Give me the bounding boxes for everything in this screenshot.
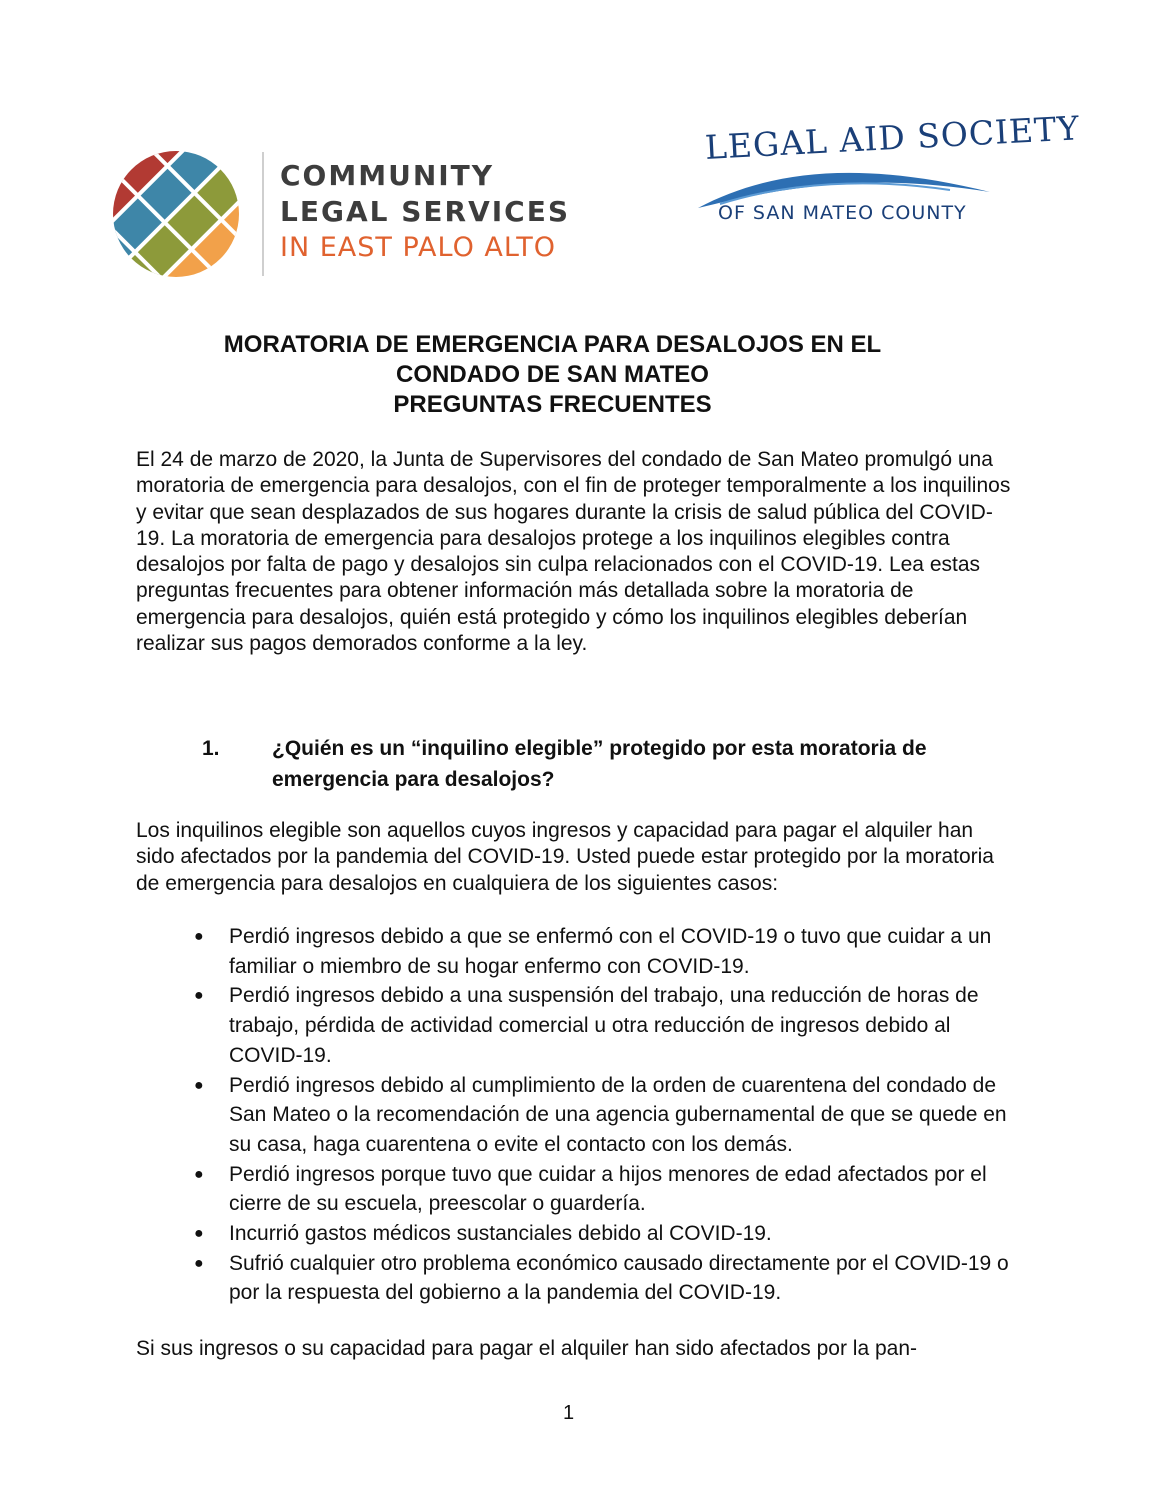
cls-logo-line1: COMMUNITY (280, 159, 495, 192)
list-item (192, 922, 1022, 981)
title-line-2: CONDADO DE SAN MATEO (396, 361, 709, 388)
cls-logo-line3: IN EAST PALO ALTO (280, 232, 556, 263)
list-item-text: Perdió ingresos debido al cumplimiento de la orden de cuarentena del condado de San Mateo o la recomendación de una agencia gubernamental de que se quede en su casa, haga cuarentena o evite el contacto con los demás. (229, 1073, 1007, 1156)
title-line-3: PREGUNTAS FRECUENTES (393, 391, 712, 418)
list-item (192, 1219, 1022, 1249)
list-item-text: Incurrió gastos médicos sustanciales debido al COVID-19. (229, 1222, 772, 1246)
cls-logo (110, 148, 580, 280)
list-item (192, 1071, 1022, 1160)
bullet-icon: ● (194, 987, 204, 1005)
list-item (192, 1249, 1022, 1308)
eligibility-list (192, 922, 1022, 1308)
cls-logo-line2: LEGAL SERVICES (280, 195, 570, 228)
list-item (192, 981, 1022, 1070)
bullet-icon: ● (194, 1254, 204, 1272)
continuation-paragraph: Si sus ingresos o su capacidad para pagar el alquiler han sido afectados por la pan- (136, 1337, 917, 1360)
title-line-1: MORATORIA DE EMERGENCIA PARA DESALOJOS EN EL (223, 331, 882, 358)
list-item-text: Perdió ingresos debido a una suspensión del trabajo, una reducción de horas de trabajo, pérdida de actividad comercial u otra reducción de ingresos debido al COVID-19. (229, 984, 979, 1067)
bullet-icon: ● (194, 928, 204, 945)
page-number: 1 (562, 1402, 575, 1424)
list-item-text: Perdió ingresos debido a que se enfermó con el COVID-19 o tuvo que cuidar a un familiar o miembro de su hogar enfermo con COVID-19. (229, 925, 992, 978)
bullet-icon: ● (194, 1225, 204, 1243)
list-item-text: Perdió ingresos porque tuvo que cuidar a hijos menores de edad afectados por el cierre de su escuela, preescolar o guardería. (229, 1162, 987, 1216)
logo-divider (262, 152, 264, 276)
question-number: 1. (202, 737, 220, 760)
list-item (192, 1160, 1022, 1219)
las-logo (690, 108, 1081, 240)
las-logo-subtitle: OF SAN MATEO COUNTY (718, 202, 967, 224)
question-1-paragraph: Los inquilinos elegible son aquellos cuyos ingresos y capacidad para pagar el alquiler han sido afectados por la pandemia del COVID-19. Usted puede estar protegido por la moratoria de emergencia para desalojos en cualquiera de los siguientes casos: (136, 819, 994, 895)
list-item-text: Sufrió cualquier otro problema económico causado directamente por el COVID-19 o por la respuesta del gobierno a la pandemia del COVID-19. (229, 1251, 1009, 1305)
document-title (0, 330, 1105, 420)
question-text: ¿Quién es un “inquilino elegible” protegido por esta moratoria de emergencia para desalojos? (272, 737, 927, 791)
bullet-icon: ● (194, 1165, 204, 1183)
intro-paragraph: El 24 de marzo de 2020, la Junta de Supervisores del condado de San Mateo promulgó una moratoria de emergencia para desalojos, con el fin de proteger temporalmente a los inquilinos y evitar que sean desplazados de sus hogares durante la crisis de salud pública del COVID-19. La moratoria de emergencia para desalojos protege a los inquilinos elegibles contra desalojos por falta de pago y desalojos sin culpa relacionados con el COVID-19. Lea estas preguntas frecuentes para obtener información más detallada sobre la moratoria de emergencia para desalojos, quién está protegido y cómo los inquilinos elegibles deberían realizar sus pagos demorados conforme a la ley. (136, 448, 1011, 656)
cls-logo-mark-icon (110, 148, 242, 280)
bullet-icon: ● (194, 1076, 204, 1094)
las-logo-title: LEGAL AID SOCIETY (704, 108, 1081, 167)
cls-logo-text (280, 158, 570, 266)
